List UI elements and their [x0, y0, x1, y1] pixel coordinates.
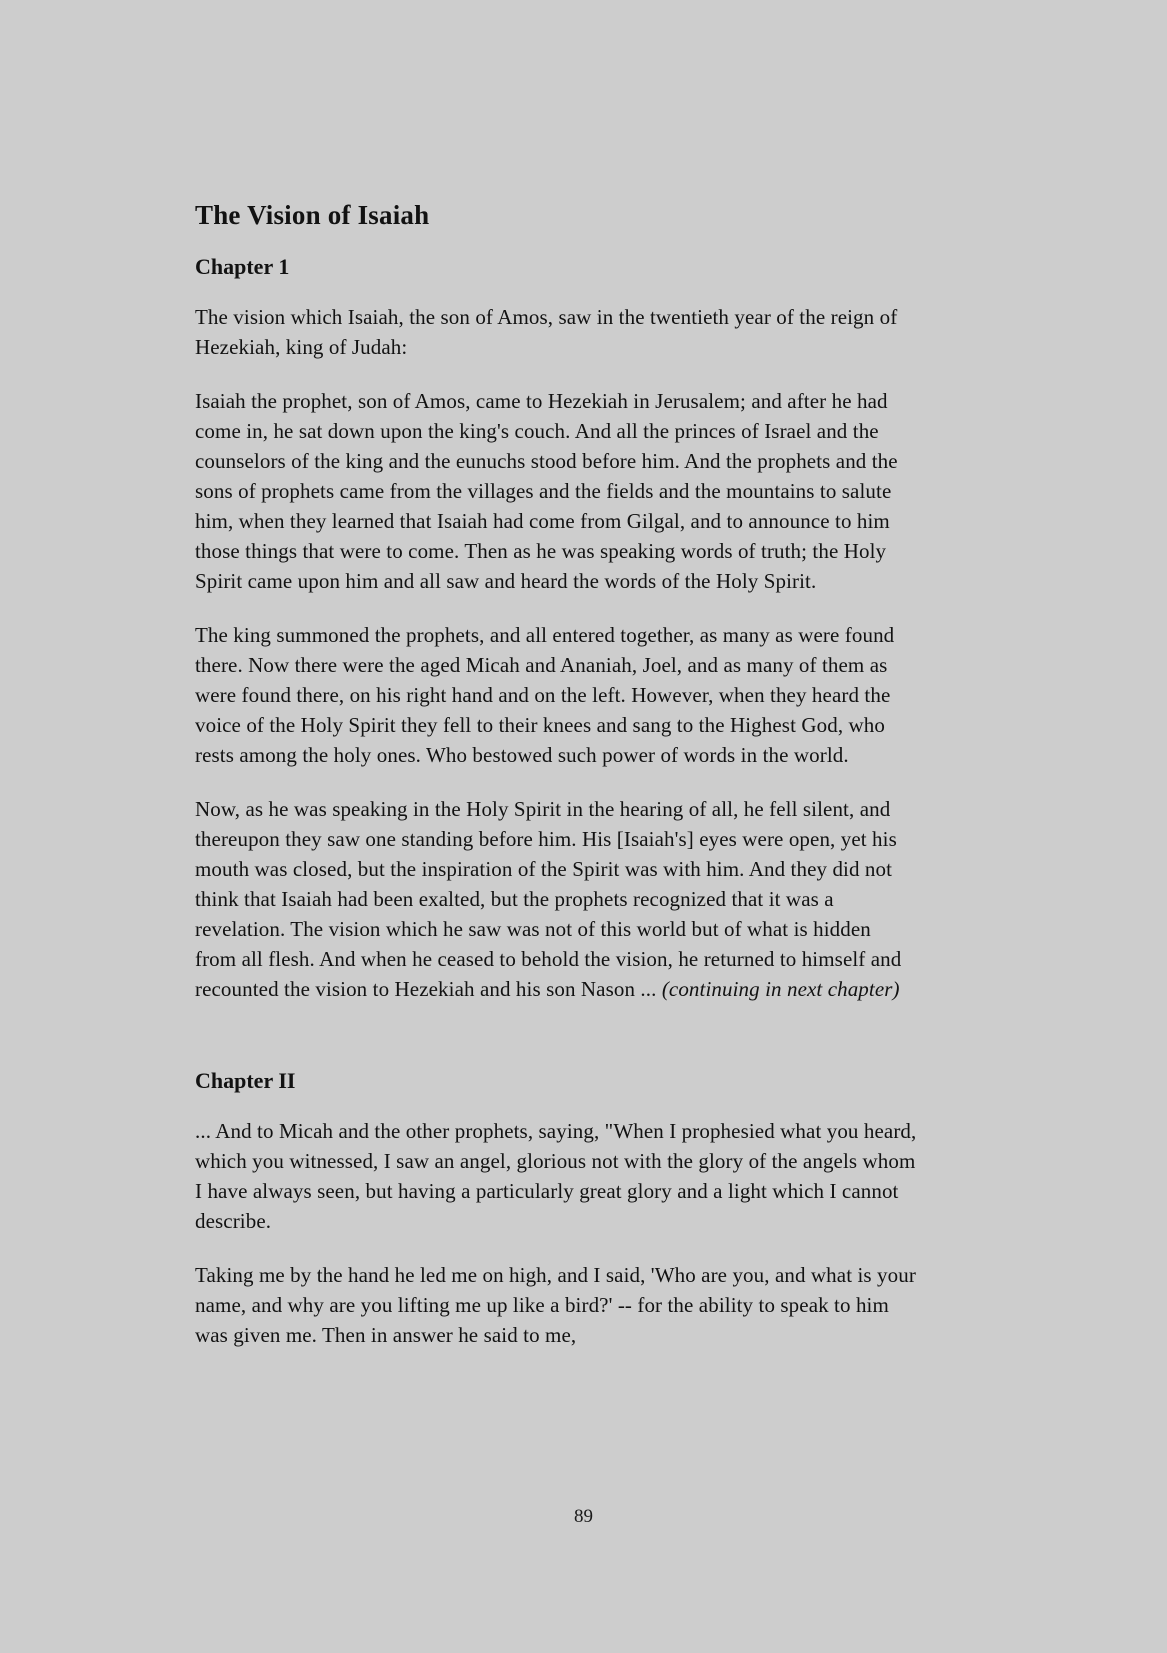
paragraph-text: ... And to Micah and the other prophets, saying, "When I prophesied what you heard, which you witnessed, I saw an angel, glorious not with the glory of the angels whom I have always seen, but having a particularly great glory and a light which I cannot describe.	[195, 1119, 917, 1233]
paragraph	[195, 1260, 917, 1350]
paragraph-text: Now, as he was speaking in the Holy Spirit in the hearing of all, he fell silent, and thereupon they saw one standing before him. His [Isaiah's] eyes were open, yet his mouth was closed, but the inspiration of the Spirit was with him. And they did not think that Isaiah had been exalted, but the prophets recognized that it was a revelation. The vision which he saw was not of this world but of what is hidden from all flesh. And when he ceased to behold the vision, he returned to himself and recounted the vision to Hezekiah and his son Nason ...	[195, 797, 902, 1001]
paragraph	[195, 794, 917, 1004]
text-column	[195, 198, 917, 1374]
paragraph	[195, 620, 917, 770]
paragraph-italic-note: (continuing in next chapter)	[661, 977, 900, 1001]
paragraph	[195, 1116, 917, 1236]
page-number: 89	[574, 1506, 593, 1527]
page-title: The Vision of Isaiah	[195, 200, 430, 230]
paragraph-text: The king summoned the prophets, and all entered together, as many as were found there. Now there were the aged Micah and Ananiah, Joel, and as many of them as were found there, on his right hand and on the left. However, when they heard the voice of the Holy Spirit they fell to their knees and sang to the Highest God, who rests among the holy ones. Who bestowed such power of words in the world.	[195, 623, 895, 767]
paragraph	[195, 386, 917, 596]
section-heading-chapter-1: Chapter 1	[195, 254, 290, 279]
paragraph	[195, 302, 917, 362]
paragraph-text: Isaiah the prophet, son of Amos, came to Hezekiah in Jerusalem; and after he had come in, he sat down upon the king's couch. And all the princes of Israel and the counselors of the king and the eunuchs stood before him. And the prophets and the sons of prophets came from the villages and the fields and the mountains to salute him, when they learned that Isaiah had come from Gilgal, and to announce to him those things that were to come. Then as he was speaking words of truth; the Holy Spirit came upon him and all saw and heard the words of the Holy Spirit.	[195, 389, 898, 593]
paragraph-text: The vision which Isaiah, the son of Amos, saw in the twentieth year of the reign of Hezekiah, king of Judah:	[195, 305, 898, 359]
section-heading-chapter-2: Chapter II	[195, 1068, 296, 1093]
paragraph-text: Taking me by the hand he led me on high, and I said, 'Who are you, and what is your name, and why are you lifting me up like a bird?' -- for the ability to speak to him was given me. Then in answer he said to me,	[195, 1263, 916, 1347]
